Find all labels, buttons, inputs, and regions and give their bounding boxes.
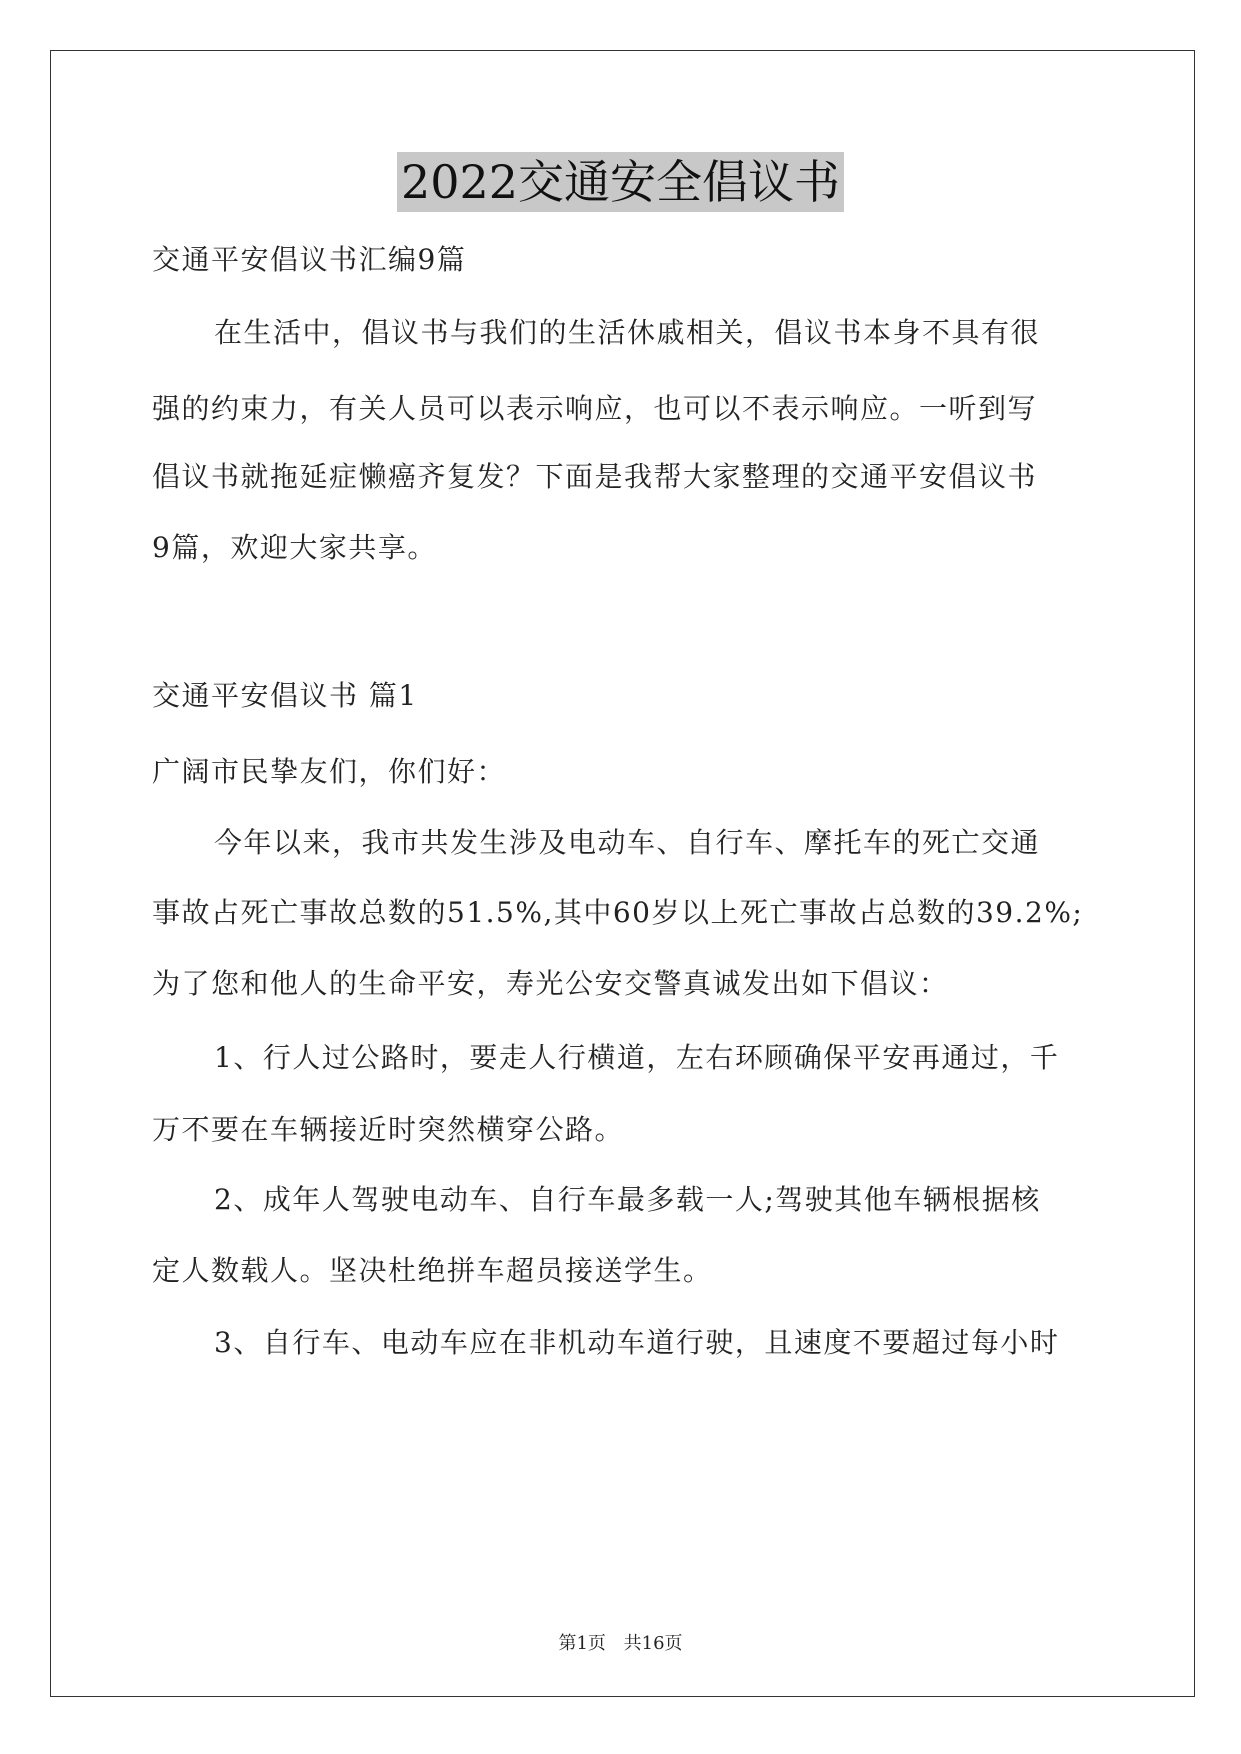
body-paragraph-line: 为了您和他人的生命平安，寿光公安交警真诚发出如下倡议： <box>152 967 949 1000</box>
page-number: 第1页 <box>558 1633 606 1654</box>
document-title: 2022交通安全倡议书 <box>397 152 844 212</box>
page-total: 共16页 <box>623 1633 683 1654</box>
title-container <box>0 152 1241 212</box>
greeting-line: 广阔市民挚友们，你们好： <box>152 755 507 788</box>
page-border <box>50 50 1195 1697</box>
body-paragraph-line: 万不要在车辆接近时突然横穿公路。 <box>152 1113 625 1146</box>
document-subtitle: 交通平安倡议书汇编9篇 <box>152 243 467 276</box>
body-paragraph-line: 事故占死亡事故总数的51.5%,其中60岁以上死亡事故占总数的39.2%; <box>152 896 1084 929</box>
body-paragraph-line: 3、自行车、电动车应在非机动车道行驶，且速度不要超过每小时 <box>214 1326 1060 1359</box>
intro-paragraph-line: 倡议书就拖延症懒癌齐复发？下面是我帮大家整理的交通平安倡议书 <box>152 460 1038 493</box>
body-paragraph-line: 今年以来，我市共发生涉及电动车、自行车、摩托车的死亡交通 <box>214 826 1041 859</box>
intro-paragraph-line: 在生活中，倡议书与我们的生活休戚相关，倡议书本身不具有很 <box>214 316 1041 349</box>
body-paragraph-line: 2、成年人驾驶电动车、自行车最多载一人;驾驶其他车辆根据核 <box>214 1183 1041 1216</box>
section-heading: 交通平安倡议书 篇1 <box>152 679 418 712</box>
intro-paragraph-line: 9篇，欢迎大家共享。 <box>152 531 437 564</box>
body-paragraph-line: 定人数载人。坚决杜绝拼车超员接送学生。 <box>152 1254 713 1287</box>
intro-paragraph-line: 强的约束力，有关人员可以表示响应，也可以不表示响应。一听到写 <box>152 392 1038 425</box>
page-footer <box>0 1632 1241 1656</box>
body-paragraph-line: 1、行人过公路时，要走人行横道，左右环顾确保平安再通过，千 <box>214 1041 1060 1074</box>
